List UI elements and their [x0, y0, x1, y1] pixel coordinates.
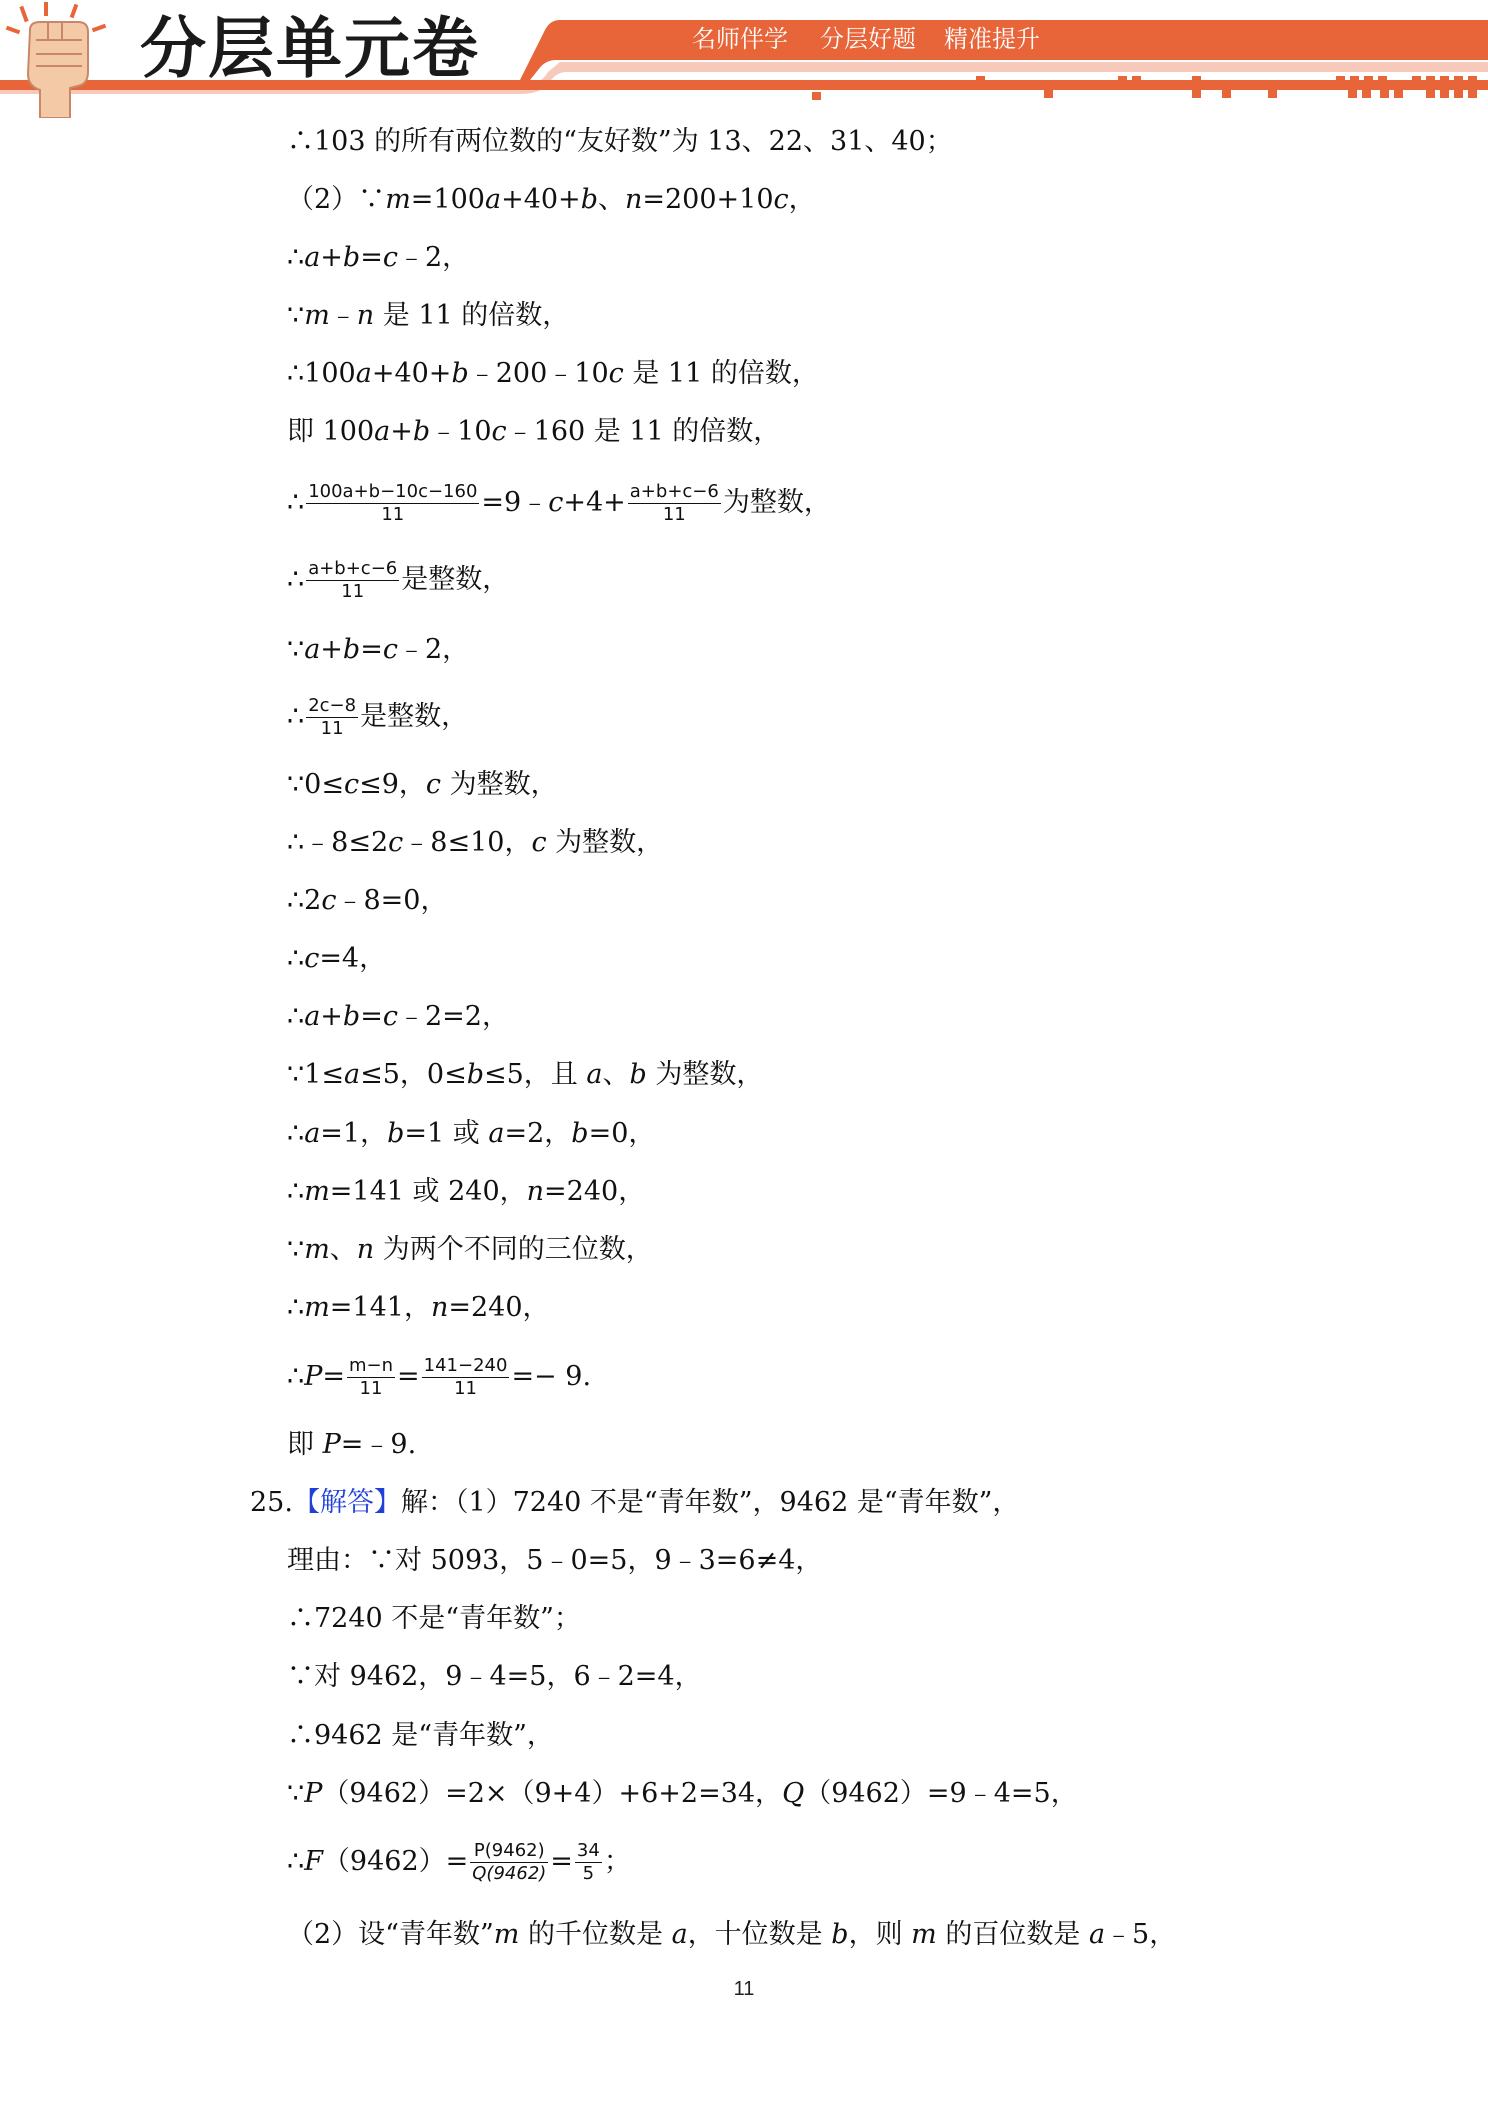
- page-header: [0, 0, 1488, 118]
- math-variable: c: [343, 769, 360, 800]
- text-segment: （9462）=: [322, 1846, 469, 1877]
- slogan-1: 名师伴学: [692, 25, 788, 53]
- text-segment: 即: [287, 1429, 323, 1460]
- math-variable: a: [355, 358, 372, 389]
- text-segment: +40+: [501, 184, 581, 215]
- text-segment: 11: [341, 581, 365, 602]
- text-segment: ﹣2，: [397, 242, 470, 273]
- line-8: [287, 545, 509, 615]
- math-variable: c: [321, 885, 337, 916]
- text-segment: ≤9，: [359, 769, 426, 800]
- line-27: [287, 1716, 554, 1756]
- math-variable: c: [388, 827, 404, 858]
- text-segment: +: [320, 634, 343, 665]
- slogan-3: 精准提升: [944, 25, 1040, 53]
- text-segment: 的百位数是: [936, 1919, 1089, 1950]
- text-segment: 为整数，: [441, 769, 558, 800]
- fraction: [306, 481, 479, 526]
- math-variable: b: [342, 634, 361, 665]
- math-variable: P: [304, 1361, 323, 1392]
- math-variable: b: [571, 1118, 589, 1149]
- fraction: [422, 1355, 510, 1400]
- math-variable: a: [304, 1118, 321, 1149]
- line-13: [287, 881, 447, 921]
- math-variable: b: [831, 1919, 849, 1950]
- text-segment: 的千位数是: [519, 1919, 672, 1950]
- text-segment: （9462）=9﹣4=5，: [804, 1778, 1078, 1809]
- text-segment: 为整数，: [722, 487, 831, 518]
- math-variable: a: [671, 1919, 688, 1950]
- line-21: [287, 1342, 591, 1412]
- line-28: [287, 1774, 1078, 1814]
- math-variable: a: [304, 634, 321, 665]
- text-segment: ∴: [287, 1118, 305, 1149]
- math-variable: a: [343, 1059, 361, 1090]
- text-segment: ∴: [287, 242, 305, 273]
- line-29: [287, 1827, 631, 1897]
- line-30: [287, 1915, 1176, 1955]
- text-segment: a+b+c−6: [629, 481, 719, 502]
- math-variable: b: [412, 416, 431, 447]
- text-segment: =: [550, 1846, 573, 1877]
- text-segment: ；: [603, 1846, 631, 1877]
- text-segment: =9﹣: [481, 487, 549, 518]
- text-segment: ∴: [287, 943, 305, 974]
- math-variable: a: [304, 242, 321, 273]
- text-segment: 141−240: [423, 1355, 508, 1376]
- text-segment: 11: [662, 504, 686, 525]
- text-segment: 、: [602, 1059, 630, 1090]
- text-segment: 2c−8: [308, 695, 357, 716]
- math-variable: Q(9462): [472, 1863, 547, 1884]
- text-segment: =2，: [504, 1118, 572, 1149]
- math-variable: n: [624, 184, 643, 215]
- text-segment: 为整数，: [546, 827, 664, 858]
- text-segment: 34: [576, 1840, 600, 1861]
- math-variable: P(9462): [470, 1840, 548, 1863]
- text-segment: ∴: [287, 564, 305, 595]
- text-segment: ∵1≤: [287, 1059, 344, 1090]
- math-variable: a: [304, 1001, 321, 1032]
- text-segment: ∴: [287, 1846, 305, 1877]
- math-variable: n: [430, 1292, 449, 1323]
- math-variable: c: [425, 769, 442, 800]
- line-1: [287, 122, 953, 162]
- text-segment: （2）∵: [287, 184, 386, 215]
- math-variable: F: [304, 1846, 323, 1877]
- math-variable: b: [629, 1059, 647, 1090]
- text-segment: ≤5，且: [484, 1059, 587, 1090]
- text-segment: 即 100: [287, 416, 375, 447]
- line-20: [287, 1288, 550, 1328]
- math-variable: a: [484, 184, 502, 215]
- text-segment: ﹣: [329, 300, 357, 331]
- math-variable: b: [387, 1118, 405, 1149]
- text-segment: （2）设“青年数”: [287, 1919, 494, 1950]
- fraction: [575, 1840, 602, 1885]
- text-segment: ∴100: [287, 358, 356, 389]
- text-segment: ∴: [287, 1292, 305, 1323]
- text-segment: ﹣8≤10，: [403, 827, 532, 858]
- text-segment: +: [390, 416, 413, 447]
- fraction: [347, 1355, 395, 1400]
- text-segment: ，: [788, 184, 816, 215]
- text-segment: 为两个不同的三位数，: [374, 1234, 653, 1265]
- line-10: [287, 682, 468, 752]
- slogan-2: 分层好题: [820, 25, 916, 53]
- line-16: [287, 1055, 763, 1095]
- math-variable: m: [911, 1919, 937, 1950]
- text-segment: =﹣9.: [340, 1429, 417, 1460]
- line-14: [287, 939, 386, 979]
- math-variable: m: [493, 1919, 520, 1950]
- text-segment: =4，: [319, 943, 387, 974]
- math-variable: n: [526, 1176, 545, 1207]
- text-segment: 100a+b−10c−160: [308, 481, 478, 502]
- text-segment: =141 或 240，: [329, 1176, 527, 1207]
- line-26: [287, 1657, 702, 1697]
- text-segment: 是整数，: [401, 564, 510, 595]
- math-variable: Q: [782, 1778, 805, 1809]
- text-segment: ，则: [848, 1919, 912, 1950]
- math-variable: c: [548, 487, 564, 518]
- text-segment: ∵0≤: [287, 769, 344, 800]
- text-segment: ∴: [287, 701, 305, 732]
- text-segment: +: [320, 242, 343, 273]
- math-variable: m: [304, 300, 330, 331]
- text-segment: 、: [329, 1234, 357, 1265]
- fraction: [306, 695, 358, 740]
- text-segment: =: [322, 1361, 345, 1392]
- line-17: [287, 1114, 655, 1154]
- text-segment: =240，: [448, 1292, 550, 1323]
- text-segment: ∵: [287, 1778, 305, 1809]
- text-segment: （9462）=2×（9+4）+6+2=34，: [322, 1778, 783, 1809]
- text-segment: =240，: [544, 1176, 646, 1207]
- text-segment: ∵: [287, 1234, 305, 1265]
- text-segment: +4+: [563, 487, 626, 518]
- math-variable: c: [608, 358, 624, 389]
- math-variable: n: [356, 300, 375, 331]
- math-variable: c: [382, 242, 398, 273]
- text-segment: ∵: [287, 300, 305, 331]
- text-segment: ∴: [287, 1001, 305, 1032]
- line-19: [287, 1230, 653, 1270]
- line-4: [287, 296, 569, 336]
- math-variable: m−n: [348, 1355, 394, 1376]
- math-variable: c: [304, 943, 320, 974]
- text-segment: =: [360, 634, 383, 665]
- math-variable: m: [385, 184, 411, 215]
- line-6: [287, 412, 780, 452]
- text-segment: 25.: [250, 1487, 293, 1518]
- text-segment: 11: [320, 718, 344, 739]
- text-segment: ﹣10: [430, 416, 492, 447]
- text-segment: ∴: [287, 1361, 305, 1392]
- text-segment: +40+: [371, 358, 452, 389]
- text-segment: 11: [454, 1378, 477, 1399]
- text-segment: 为整数，: [646, 1059, 764, 1090]
- line-5: [287, 354, 819, 394]
- fraction: [306, 558, 399, 603]
- text-segment: =200+10: [642, 184, 774, 215]
- text-segment: =100: [410, 184, 485, 215]
- text-segment: ﹣2=2，: [397, 1001, 509, 1032]
- line-18: [287, 1172, 645, 1212]
- text-segment: =0，: [588, 1118, 656, 1149]
- math-variable: m: [304, 1176, 330, 1207]
- text-segment: ∵对 9462，9﹣4=5，6﹣2=4，: [287, 1661, 702, 1692]
- line-22: [287, 1425, 416, 1465]
- math-variable: c: [382, 634, 398, 665]
- text-segment: ﹣2，: [397, 634, 470, 665]
- math-variable: b: [342, 242, 361, 273]
- line-7: [287, 468, 831, 538]
- math-variable: b: [466, 1059, 484, 1090]
- text-segment: =− 9.: [511, 1361, 592, 1392]
- text-segment: 是整数，: [360, 701, 469, 732]
- fraction: [628, 481, 721, 526]
- text-segment: 11: [359, 1378, 383, 1399]
- text-segment: 解：（1）7240 不是“青年数”，9462 是“青年数”，: [400, 1487, 1020, 1518]
- text-segment: 是 11 的倍数，: [623, 358, 819, 389]
- line-12: [287, 823, 663, 863]
- math-variable: m: [304, 1292, 330, 1323]
- fraction: [470, 1840, 548, 1885]
- page-number: 11: [733, 1978, 755, 2000]
- text-segment: =141，: [329, 1292, 431, 1323]
- header-title: 分层单元卷: [140, 10, 480, 87]
- text-segment: ﹣200﹣10: [468, 358, 609, 389]
- math-variable: a: [488, 1118, 505, 1149]
- math-variable: c: [773, 184, 789, 215]
- line-11: [287, 765, 558, 805]
- text-segment: 5: [582, 1863, 595, 1884]
- text-segment: =: [360, 1001, 383, 1032]
- text-segment: 11: [381, 504, 405, 525]
- text-segment: +: [320, 1001, 343, 1032]
- text-segment: ∴: [287, 1176, 305, 1207]
- text-segment: =: [397, 1361, 420, 1392]
- line-15: [287, 997, 509, 1037]
- text-segment: ∵: [287, 634, 305, 665]
- text-segment: =1 或: [404, 1118, 489, 1149]
- text-segment: ﹣8=0，: [336, 885, 448, 916]
- text-segment: ∴2: [287, 885, 322, 916]
- math-variable: a: [374, 416, 391, 447]
- line-23: [250, 1483, 1019, 1523]
- line-3: [287, 238, 469, 278]
- text-segment: ∴: [287, 487, 305, 518]
- fist-icon: [0, 0, 140, 118]
- text-segment: ﹣160 是 11 的倍数，: [506, 416, 781, 447]
- math-variable: b: [580, 184, 598, 215]
- text-segment: ∴﹣8≤2: [287, 827, 389, 858]
- math-variable: P: [322, 1429, 341, 1460]
- math-variable: c: [382, 1001, 398, 1032]
- text-segment: =: [360, 242, 383, 273]
- math-variable: c: [491, 416, 507, 447]
- math-variable: n: [356, 1234, 375, 1265]
- line-25: [287, 1599, 581, 1639]
- text-segment: 理由：∵对 5093，5﹣0=5，9﹣3=6≠4，: [287, 1545, 823, 1576]
- text-segment: 、: [597, 184, 625, 215]
- text-segment: ∴9462 是“青年数”，: [287, 1720, 554, 1751]
- line-text: ∴103 的所有两位数的“友好数”为 13、22、31、40；: [287, 126, 953, 157]
- math-variable: b: [451, 358, 469, 389]
- line-9: [287, 630, 469, 670]
- line-24: [287, 1541, 822, 1581]
- answer-tag: 【解答】: [292, 1487, 401, 1518]
- text-segment: a+b+c−6: [308, 558, 398, 579]
- math-variable: c: [531, 827, 547, 858]
- text-segment: ，十位数是: [687, 1919, 832, 1950]
- text-segment: 是 11 的倍数，: [374, 300, 570, 331]
- math-variable: m: [304, 1234, 330, 1265]
- line-2: [287, 180, 816, 220]
- text-segment: =1，: [320, 1118, 388, 1149]
- math-variable: a: [1088, 1919, 1106, 1950]
- text-segment: ∴7240 不是“青年数”；: [287, 1603, 581, 1634]
- text-segment: ≤5，0≤: [360, 1059, 467, 1090]
- math-variable: a: [586, 1059, 603, 1090]
- math-variable: b: [342, 1001, 361, 1032]
- text-segment: ﹣5，: [1105, 1919, 1177, 1950]
- math-variable: P: [304, 1778, 323, 1809]
